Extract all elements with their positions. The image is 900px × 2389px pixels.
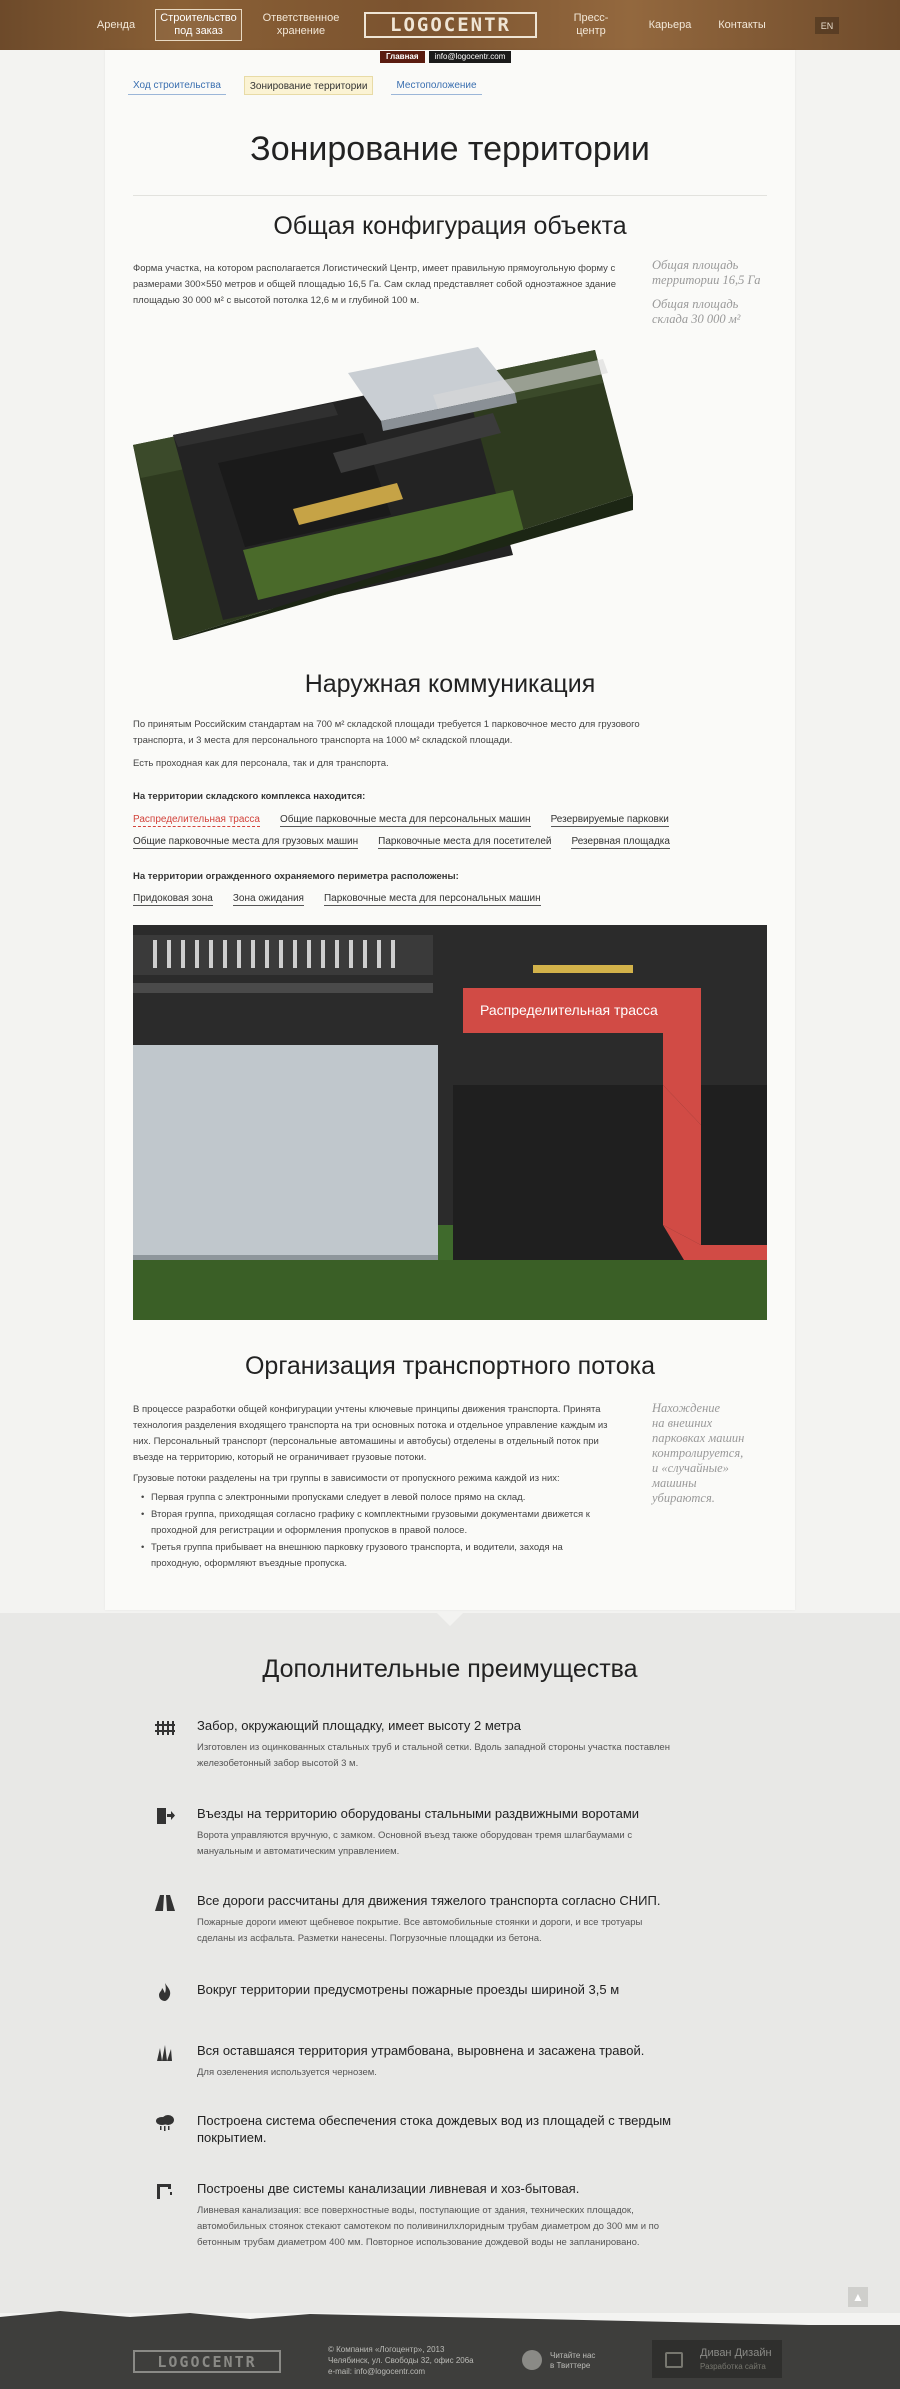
zone-distribution-route[interactable]: Распределительная трасса: [133, 814, 260, 825]
language-switch[interactable]: EN: [815, 17, 839, 34]
advantage-title: Построена система обеспечения стока дождевых вод из площадей с твердым покрытием.: [197, 2113, 672, 2145]
grass-icon: [155, 2044, 175, 2062]
traffic-text: В процессе разработки общей конфигурации учтены ключевые принципы движения транспорта. Принята технология разделения входящего транспорта на три основных потока и отдельное управление каждым из них. Персональный транспорт (персональные автомашины и автобусы) отделены в отдельный поток при въезде на территорию, который не ограничивает грузовые потоки.: [133, 1404, 608, 1463]
zone-reserve-area[interactable]: Резервная площадка: [571, 836, 670, 847]
breadcrumb-home[interactable]: Главная: [380, 51, 425, 63]
nav-press-center[interactable]: Пресс-центр: [573, 12, 609, 37]
external-text-2: Есть проходная как для персонала, так и для транспорта.: [133, 758, 389, 769]
zone-dock-area[interactable]: Придоковая зона: [133, 893, 213, 904]
advantage-title: Забор, окружающий площадку, имеет высоту 2 метра: [197, 1718, 521, 1733]
complex-zones-heading: На территории складского комплекса находится:: [133, 791, 366, 802]
sofa-icon: [665, 2352, 683, 2368]
advantage-item: [155, 1805, 675, 1860]
tab-construction-progress[interactable]: Ход строительства: [128, 76, 226, 95]
nav-career[interactable]: Карьера: [648, 18, 692, 31]
tab-location[interactable]: Местоположение: [391, 76, 481, 95]
developer-name: Диван Дизайн: [700, 2347, 772, 2359]
aerial-site-map[interactable]: [133, 925, 767, 1320]
gate-icon: [155, 1807, 175, 1825]
list-item: • Вторая группа, приходящая согласно графику с комплектными грузовыми документами движется к проходной для регистрации и оформления пропусков в правой полосе.: [145, 1507, 615, 1539]
section-notch: [436, 1612, 464, 1626]
traffic-heading: Организация транспортного потока: [244, 1352, 656, 1380]
title-divider: [133, 195, 767, 196]
advantage-text: Пожарные дороги имеют щебневое покрытие. Все автомобильные стоянки и дороги, и все тротуары сделаны из асфальта. Разметки нанесены. Погрузочные площадки из бетона.: [197, 1917, 643, 1944]
zone-row-2: [133, 836, 670, 849]
zone-truck-parking[interactable]: Общие парковочные места для грузовых машин: [133, 836, 359, 847]
site-logo[interactable]: LOGOCENTR: [364, 12, 537, 38]
advantage-title: Въезды на территорию оборудованы стальными раздвижными воротами: [197, 1806, 640, 1821]
breadcrumb-email[interactable]: info@logocentr.com: [429, 51, 512, 63]
map-label-distribution-route: Распределительная трасса: [480, 1002, 658, 1018]
advantage-text: Изготовлен из оцинкованных стальных труб и стальной сетки. Вдоль западной стороны участка поставлен железобетонный забор высотой 3 м.: [197, 1742, 670, 1769]
list-item: • Третья группа прибывает на внешнюю парковку грузового транспорта, и водители, заходя на проходную, оформляют въездные пропуска.: [145, 1540, 615, 1572]
twitter-icon[interactable]: [522, 2350, 542, 2370]
road-icon: [155, 1894, 175, 1912]
twitter-link[interactable]: Читайте нас в Твиттере: [550, 2351, 596, 2370]
traffic-groups-list: [145, 1490, 615, 1573]
zone-row-3: [133, 893, 541, 906]
zone-row-1: [133, 814, 669, 827]
site-3d-render: [133, 345, 633, 640]
zone-visitor-parking[interactable]: Парковочные места для посетителей: [378, 836, 552, 847]
footer-logo[interactable]: LOGOCENTR: [133, 2350, 281, 2373]
config-aside-area: Общая площадь территории 16,5 Га: [652, 258, 761, 287]
list-item: • Первая группа с электронными пропусками следует в левой полосе прямо на склад.: [145, 1490, 615, 1506]
advantage-item: [155, 2180, 675, 2251]
advantage-text: Ливневая канализация: все поверхностные воды, поступающие от здания, технических площадок, автомобильных стоянок стекают самотеком по поливинилхлоридным трубам диаметром до 300 мм и по бетонным трубам диаметром 400 мм. Повторное использование дождевой воды не запланировано.: [197, 2205, 660, 2248]
nav-build-label: Строительство под заказ: [160, 12, 237, 37]
advantage-title: Вся оставшаяся территория утрамбована, выровнена и засажена травой.: [197, 2043, 645, 2058]
perimeter-zones-heading: На территории огражденного охраняемого периметра расположены:: [133, 871, 459, 882]
footer-email-link[interactable]: e-mail: info@logocentr.com: [328, 2367, 426, 2376]
traffic-aside: Нахождение на внешних парковках машин контролируется, и «случайные» машины убираются.: [652, 1401, 745, 1505]
zone-personal-parking[interactable]: Общие парковочные места для персональных машин: [280, 814, 531, 825]
nav-contacts[interactable]: Контакты: [718, 18, 766, 31]
advantage-title: Вокруг территории предусмотрены пожарные проезды шириной 3,5 м: [197, 1982, 620, 1997]
external-heading: Наружная коммуникация: [304, 670, 596, 698]
advantage-text: Для озеленения используется чернозем.: [197, 2067, 377, 2078]
nav-rent[interactable]: Аренда: [96, 18, 136, 31]
tab-zoning[interactable]: Зонирование территории: [244, 76, 374, 95]
fence-icon: [155, 1719, 175, 1737]
advantage-item: [155, 1981, 675, 1998]
external-text: По принятым Российским стандартам на 700 м² складской площади требуется 1 парковочное место для грузового транспорта, и 3 места для персонального транспорта на 1000 м² складской площади.: [133, 719, 640, 746]
advantage-item: [155, 2042, 675, 2081]
fire-icon: [155, 1983, 175, 2001]
advantages-heading: Дополнительные преимущества: [262, 1655, 638, 1683]
traffic-text-2: Грузовые потоки разделены на три группы в зависимости от пропускного режима каждой из них:: [133, 1473, 560, 1484]
zone-reserved-parking[interactable]: Резервируемые парковки: [550, 814, 669, 825]
breadcrumb: [380, 51, 511, 63]
nav-storage[interactable]: [258, 0, 344, 50]
zone-waiting-area[interactable]: Зона ожидания: [232, 893, 304, 904]
footer-company-info: © Компания «Логоцентр», 2013 Челябинск, ул. Свободы 32, офис 206а e-mail: info@logocentr.com: [328, 2345, 474, 2376]
advantage-text: Ворота управляются вручную, с замком. Основной въезд также оборудован тремя шлагбаумами с мануальным и автоматическим управлением.: [197, 1830, 633, 1857]
config-heading: Общая конфигурация объекта: [273, 212, 627, 240]
arrow-up-icon: ▲: [852, 2290, 864, 2304]
nav-build-to-order[interactable]: [155, 9, 242, 41]
rain-cloud-icon: [155, 2114, 175, 2132]
zone-perimeter-personal-parking[interactable]: Парковочные места для персональных машин: [323, 893, 541, 904]
page-title: Зонирование территории: [250, 130, 650, 168]
advantage-title: Построены две системы канализации ливневая и хоз-бытовая.: [197, 2181, 580, 2196]
advantage-item: [155, 1717, 675, 1772]
config-aside-warehouse: Общая площадь склада 30 000 м²: [652, 297, 741, 326]
developer-subtitle: Разработка сайта: [700, 2362, 766, 2371]
pipe-icon: [155, 2182, 175, 2200]
scroll-to-top-button[interactable]: [848, 2287, 868, 2307]
advantage-item: [155, 1892, 675, 1947]
nav-storage-label: Ответственное хранение: [262, 12, 340, 37]
section-tabs: [128, 76, 482, 95]
advantage-title: Все дороги рассчитаны для движения тяжелого транспорта согласно СНИП.: [197, 1893, 661, 1908]
config-text: Форма участка, на котором располагается Логистический Центр, имеет правильную прямоугольную форму с размерами 300×550 метров и общей площадью 16,5 Га. Сам склад представляет собой одноэтажное здание площадью 30 000 м² с высотой потолка 12,6 м и глубиной 100 м.: [133, 263, 616, 306]
advantage-item: [155, 2112, 675, 2146]
